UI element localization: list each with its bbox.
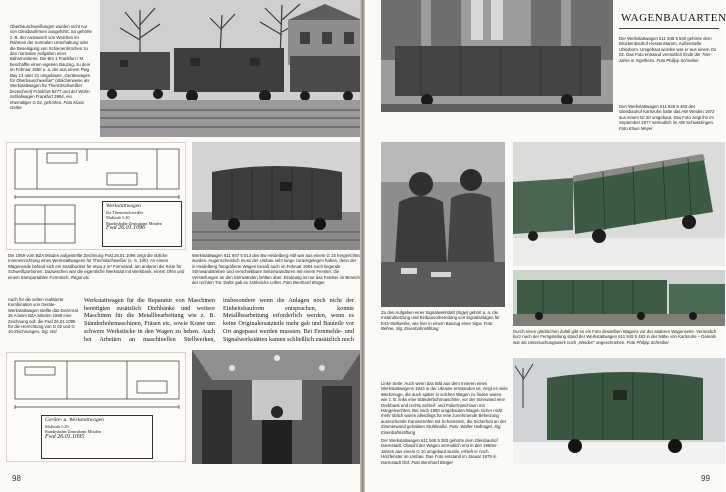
photo-workshop-interior-image (192, 350, 362, 464)
photo-wagon-611-945-483-side (513, 270, 725, 326)
left-caption-mid-right: Werkstattwagen 611 947 5 013 des Bw Heidelberg Hbf war aus einem G 15 hergerichtet worden. Augenscheinlich muss der Umbau sehr lange zurückgelegen haben, denn der in Heidelberg fotografierte Wagen besaß auch im Februar 1984 noch liegende Stirnwandstreben und verschiebbare Seitenwandtüren mit einem Fenster; die Versteifungen an den Stirnwänden fehlten aber. Eindeutig ist nur das Fenster im Bereich der rechten Tür. Dafür gab es zahlreiche Lüfter. Foto Bernhard Brüger (192, 253, 360, 286)
section-header: WAGENBAUARTEN (621, 12, 726, 24)
photo-wagon-611-945-383 (513, 358, 725, 464)
right-caption-6: Der Werkstattwagen 611 945 5 383 gehörte dem Gleisbauhof Darmstadt. Obwohl der Wagen vermutlich erst in den 1960er-Jahren aus einem G 10 umgebaut wurde, erhielt er noch Holzfenster im Umbau. Das Foto entstand im Januar 1979 in Darmstadt Gbf. Foto Bernhard Brüger (381, 438, 498, 465)
photo-yard-wagons (100, 0, 362, 137)
photo-green-wagon-snow (513, 142, 725, 266)
photo-wagon-611-945-540 (381, 0, 613, 112)
drawing-stamp-1096: Werkstattwagen für Thermitschweißer Maßstab 1:20 Bundesbahn-Zentralamt Minden Fwd 26.01.1096 (102, 201, 182, 247)
right-caption-4: Durch einen glücklichen Zufall gibt es ein Foto desselben Wagens vor der anderen Wagenseite. Vermutlich kurz nach der Fertigstellung stand der Werkstattwagen 611 945 5 483 in der Nähe von Karlsruhe – Damals war als Untersuchungswerk noch „Weiden" angeschrieben. Foto Philipp Schreiber (513, 329, 717, 345)
left-caption-top: Oberbauschweißungen wurden nicht nur von Gleisbaufirmen ausgeführt. So gehörte z. B. der Austausch von Weichen im Rahmen der normalen Unterhaltung oder die Beseitigung von Schienenbrüchen zu den normalen Aufgaben einer Bahnmeisterei. Die Bm 1 Frankfurt / M beschaffte einen eigenen Bauzug, zu dem im Februar 1960 u. a. der aus einem Pwg Bay 13 oder 21 umgebaute „Gerätewagen für Oberbauschweißer" (üblicherweise als Werkstattwagen für Thermitschweißer bezeichnet) Frankfurt 9277 und der Wohn-Schlafwagen Frankfurt 3994, ein ehemaliger G 02, gehörten. Foto Klaus Gerke (10, 24, 92, 111)
technical-drawing-fwd-1095 (6, 352, 186, 462)
right-caption-5: Linke Seite: Auch wenn das Bild aus dem Inneren eines Werkstattwagens 1943 in der Ukraine entstanden ist, zeigt es viele Werkzeuge, die auch später in solchen Wagen zu finden waren, wie z. B. links eine Ständerbohrmaschine, vor der Stirnwand eine Drehbank und rechts Schleif- und Poliermaschinen mit Hängeleuchten. Bei nach 1950 umgebauten Wagen sicher nicht mehr üblich waren allerdings für eine zunehmende Beheizung ausreichende Kanonenöfen mit Schornstein, die Sicherheit an der Zimmerwand gehabten Stuhlmaße. Foto: Walter Hollnagel, Slg. Eisenbahnstiftung (381, 381, 508, 435)
photo-wagon-611-947-image (192, 142, 362, 250)
right-page (363, 0, 725, 492)
right-caption-2: Den Werkstattwagen 611 945 5 483 des Gleisbauhof Karlsruhe hatte das AW Weiden 1972 aus einem Gr 20 umgebaut. Das Foto zeigt ihn im September 1977 vermutlich im AW Schwetzingen. Foto Klaus Meyer (619, 104, 715, 131)
book-gutter (360, 0, 365, 492)
header-rule (619, 28, 719, 29)
right-caption-top: Der Werkstattwagen 611 945 5 540 gehörte dem Brückenbauhof Hessenstamm, Außenstelle Uhlerborn. Umgebaut worden war er aus einem Gs 02. Das Foto entstand vermutlich Ende der 70er-Jahre in Ingelheim. Foto Philipp Schreiber (619, 36, 717, 63)
left-page (0, 0, 362, 492)
left-caption-low: Auch für die selten realisierte Kombination von Geräte- Werkstattwagen stellte das Dezernat 26 A beim BZA Minden 1959 eine Zeichnung auf: die Fwd 26.01.1095 für die Herrichtung von G 02 und G 10-Zeichnungen. Sig. Wd (8, 297, 78, 335)
right-page-number: 99 (701, 474, 710, 483)
photo-yard-wagons-image (100, 0, 362, 137)
left-body-text: Werkstattwagen für die Reparatur von Maschinen benötigten zusätzlich Drehbänke und weitere Maschinen für die Metallbearbeitung wie z. B. Ständerbohrmaschinen, Fräsen etc. sowie Krane um schwere Werkstücke in den Wagen zu heben. Auch bei Arbeiten an maschinellen Stellwerken, insbesondere wenn die Anlagen noch nicht der Einheitsbauform entsprachen, konnte Metallbearbeitung erforderlich werden, wenn es keine Originalersatzteile mehr gab und Bauteile vor Ort angepasst werden mussten. Bei Fernmelde- und Signalwerkstätten kamen schließlich zusätzlich noch (84, 297, 354, 343)
photo-wagon-611-947 (192, 142, 362, 250)
right-caption-3: Zu den Aufgaben einer Signalwerkstatt (Sigw) gehört u. a. die Instandsetzung und Einbauvorbereitung von Signalanlagen für E43-Stellwerke, wie hier in einem Bauzug einer Sigw. Foto: Behne, Slg. Eisenbahnstiftung (381, 310, 500, 332)
technical-drawing-fwd-1096 (6, 142, 186, 250)
photo-green-wagon-snow-image (513, 142, 725, 266)
photo-signal-workshop-workers (381, 142, 505, 307)
photo-wagon-611-945-483-side-image (513, 270, 725, 326)
left-page-number: 98 (12, 474, 21, 483)
drawing-stamp-1095: Geräte- u. Werkstattwagen Maßstab 1:20 Bundesbahn-Zentralamt Minden Fwd 26.01.1095 (41, 415, 153, 459)
photo-workshop-interior (192, 350, 362, 464)
left-caption-mid: Die 1959 vom BZA Minden aufgestellte Zeichnung Fwd 26.01.1096 zeigt die übliche Inneneinrichtung eines Werkstattwagens für Thermitschweißer (s. S. 100). An einem Wagenende befand sich ein Sandbunker für etwa 3 m³ Formsand, am anderen die Kiste für Schweißportionen. Dazwischen war die eigentliche Werkstatt mit Werkbank, einem Ofen und einem transportablen Formtisch. Regal etc. (8, 253, 185, 280)
photo-wagon-611-945-540-image (381, 0, 613, 112)
photo-signal-workshop-workers-image (381, 142, 505, 307)
photo-wagon-611-945-383-image (513, 358, 725, 464)
